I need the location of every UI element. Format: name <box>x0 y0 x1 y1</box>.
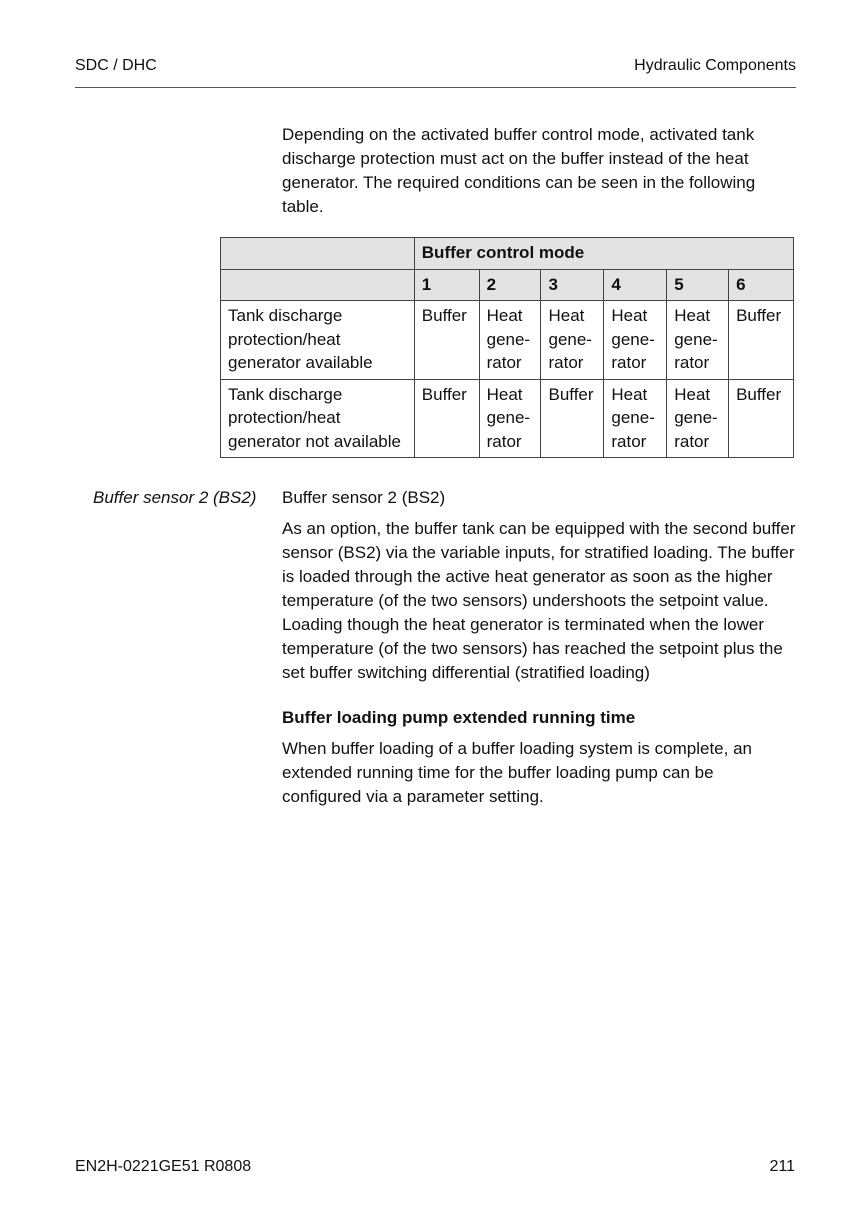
table-cell: Heat gene- rator <box>667 301 729 380</box>
mode-header: 4 <box>604 269 667 301</box>
mode-header: 6 <box>729 269 794 301</box>
table-cell: Heat gene- rator <box>604 379 667 458</box>
table-cell: Heat gene- rator <box>541 301 604 380</box>
row-label: Tank discharge protection/heat generator available <box>221 301 415 380</box>
table-cell: Buffer <box>729 379 794 458</box>
table-row <box>221 301 794 380</box>
table-corner-cell <box>221 269 415 301</box>
table-cell: Heat gene- rator <box>667 379 729 458</box>
footer-document-code: EN2H-0221GE51 R0808 <box>75 1158 252 1175</box>
table-cell: Buffer <box>414 301 479 380</box>
table-row <box>221 379 794 458</box>
table-cell: Heat gene- rator <box>479 379 541 458</box>
table-cell: Buffer <box>414 379 479 458</box>
table-cell: Buffer <box>729 301 794 380</box>
subsection-paragraph: When buffer loading of a buffer loading system is complete, an extended running time for the buffer loading pump can be configured via a parameter setting. <box>282 739 752 806</box>
page-header <box>75 57 796 88</box>
mode-header: 3 <box>541 269 604 301</box>
table-corner-cell <box>221 238 415 270</box>
table-cell: Heat gene- rator <box>479 301 541 380</box>
section-paragraph: As an option, the buffer tank can be equipped with the second buffer sensor (BS2) via the variable inputs, for stratified loading. The buffer is loaded through the active heat generator as soon as the higher temperature (of the two sensors) undershoots the setpoint value. Loading though the heat generator is terminated when the lower temperature (of the two sensors) has reached the setpoint plus the set buffer switching differential (stratified loading) <box>282 519 796 682</box>
table-group-header-row <box>221 238 794 270</box>
mode-header: 5 <box>667 269 729 301</box>
buffer-control-mode-table <box>220 237 794 458</box>
table-group-header: Buffer control mode <box>414 238 793 270</box>
table-cell: Heat gene- rator <box>604 301 667 380</box>
intro-paragraph: Depending on the activated buffer control mode, activated tank discharge protection must act on the buffer instead of the heat generator. The required conditions can be seen in the following table. <box>282 125 756 216</box>
header-chapter-title: Hydraulic Components <box>634 57 796 74</box>
margin-label: Buffer sensor 2 (BS2) <box>93 488 257 507</box>
page-number: 211 <box>769 1158 795 1175</box>
section-title: Buffer sensor 2 (BS2) <box>282 488 446 507</box>
table-mode-header-row <box>221 269 794 301</box>
table-cell: Buffer <box>541 379 604 458</box>
mode-header: 2 <box>479 269 541 301</box>
header-document-name: SDC / DHC <box>75 57 157 74</box>
mode-header: 1 <box>414 269 479 301</box>
row-label: Tank discharge protection/heat generator not available <box>221 379 415 458</box>
subheading: Buffer loading pump extended running time <box>282 708 636 727</box>
